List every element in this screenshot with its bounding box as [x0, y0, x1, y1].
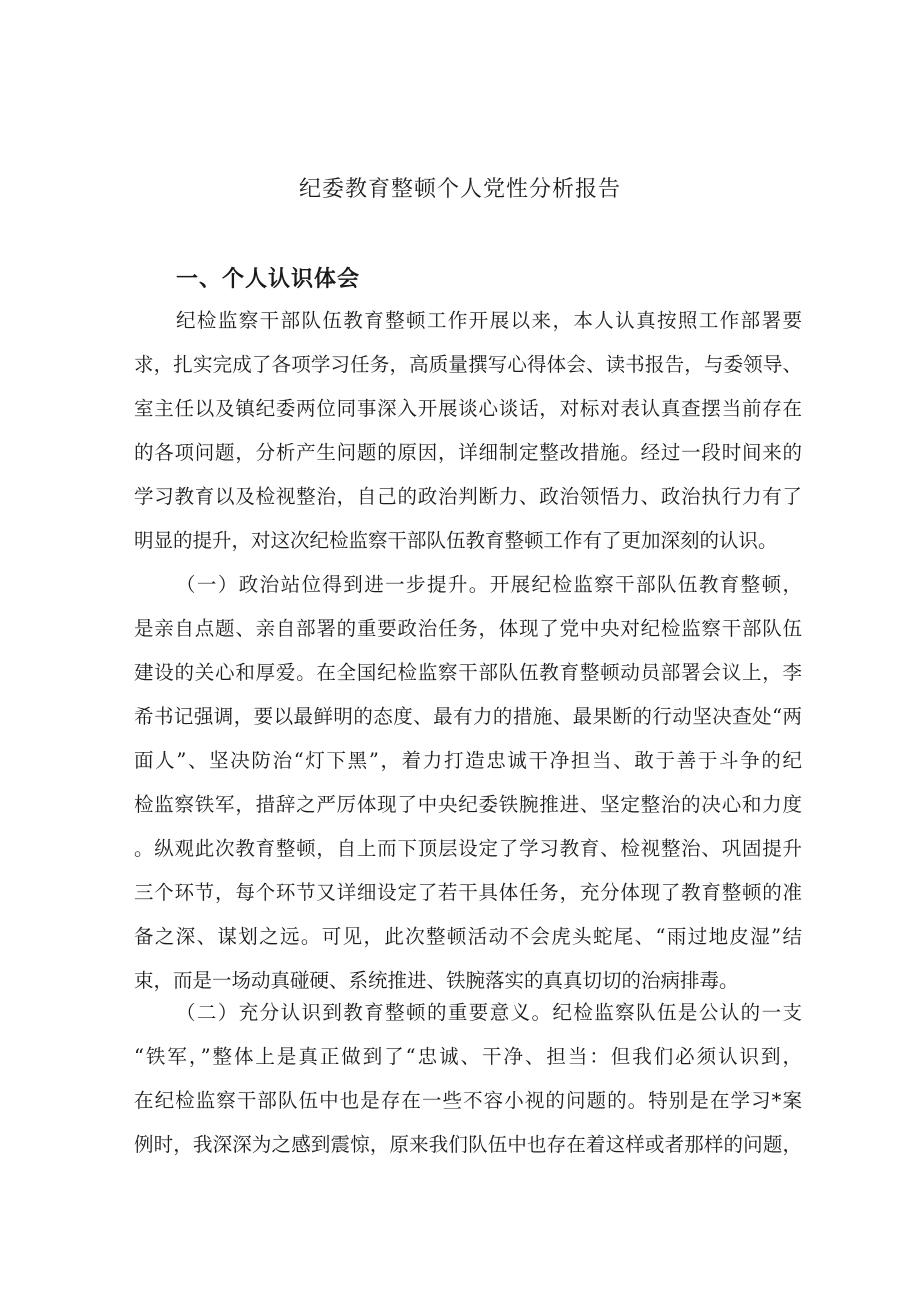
paragraph-line: 。纵观此次教育整顿，自上而下顶层设定了学习教育、检视整治、巩固提升 [134, 837, 802, 860]
paragraph-line: 在纪检监察干部队伍中也是存在一些不容小视的问题的。特别是在学习*案 [134, 1089, 802, 1112]
paragraph-line: 是亲自点题、亲自部署的重要政治任务，体现了党中央对纪检监察干部队伍 [134, 617, 802, 640]
paragraph-line: 室主任以及镇纪委两位同事深入开展谈心谈话，对标对表认真查摆当前存在 [134, 397, 802, 420]
section-heading: 一、个人认识体会 [176, 267, 361, 292]
paragraph-2 [134, 563, 802, 1003]
paragraph-line: 三个环节，每个环节又详细设定了若干具体任务，充分体现了教育整顿的准 [134, 881, 802, 904]
paragraph-line: （一）政治站位得到进一步提升。开展纪检监察干部队伍教育整顿， [176, 573, 802, 596]
paragraph-line: 检监察铁军，措辞之严厉体现了中央纪委铁腕推进、坚定整治的决心和力度 [134, 793, 802, 816]
paragraph-line: 纪检监察干部队伍教育整顿工作开展以来，本人认真按照工作部署要 [176, 309, 802, 332]
paragraph-line: 求，扎实完成了各项学习任务，高质量撰写心得体会、读书报告，与委领导、 [134, 353, 802, 376]
paragraph-1 [134, 299, 802, 563]
paragraph-line: 的各项问题，分析产生问题的原因，详细制定整改措施。经过一段时间来的 [134, 441, 802, 464]
paragraph-line: 学习教育以及检视整治，自己的政治判断力、政治领悟力、政治执行力有了 [134, 485, 802, 508]
paragraph-line: 备之深、谋划之远。可见，此次整顿活动不会虎头蛇尾、“雨过地皮湿”结 [134, 925, 802, 948]
document-title: 纪委教育整顿个人党性分析报告 [298, 177, 621, 202]
paragraph-line: （二）充分认识到教育整顿的重要意义。纪检监察队伍是公认的一支 [176, 1001, 802, 1024]
paragraph-line: 例时，我深深为之感到震惊，原来我们队伍中也存在着这样或者那样的问题， [134, 1133, 802, 1156]
paragraph-line: 明显的提升，对这次纪检监察干部队伍教育整顿工作有了更加深刻的认识。 [134, 529, 778, 552]
paragraph-line: 希书记强调，要以最鲜明的态度、最有力的措施、最果断的行动坚决查处“两 [134, 705, 802, 728]
paragraph-line: 建设的关心和厚爱。在全国纪检监察干部队伍教育整顿动员部署会议上，李 [134, 661, 802, 684]
paragraph-3 [134, 991, 802, 1167]
paragraph-line: “铁军，”整体上是真正做到了“忠诚、干净、担当：但我们必须认识到， [134, 1045, 802, 1068]
paragraph-line: 面人”、坚决防治“灯下黑”，着力打造忠诚干净担当、敢于善于斗争的纪 [134, 749, 802, 772]
paragraph-line: 束，而是一场动真碰硬、系统推进、铁腕落实的真真切切的治病排毒。 [134, 969, 739, 992]
